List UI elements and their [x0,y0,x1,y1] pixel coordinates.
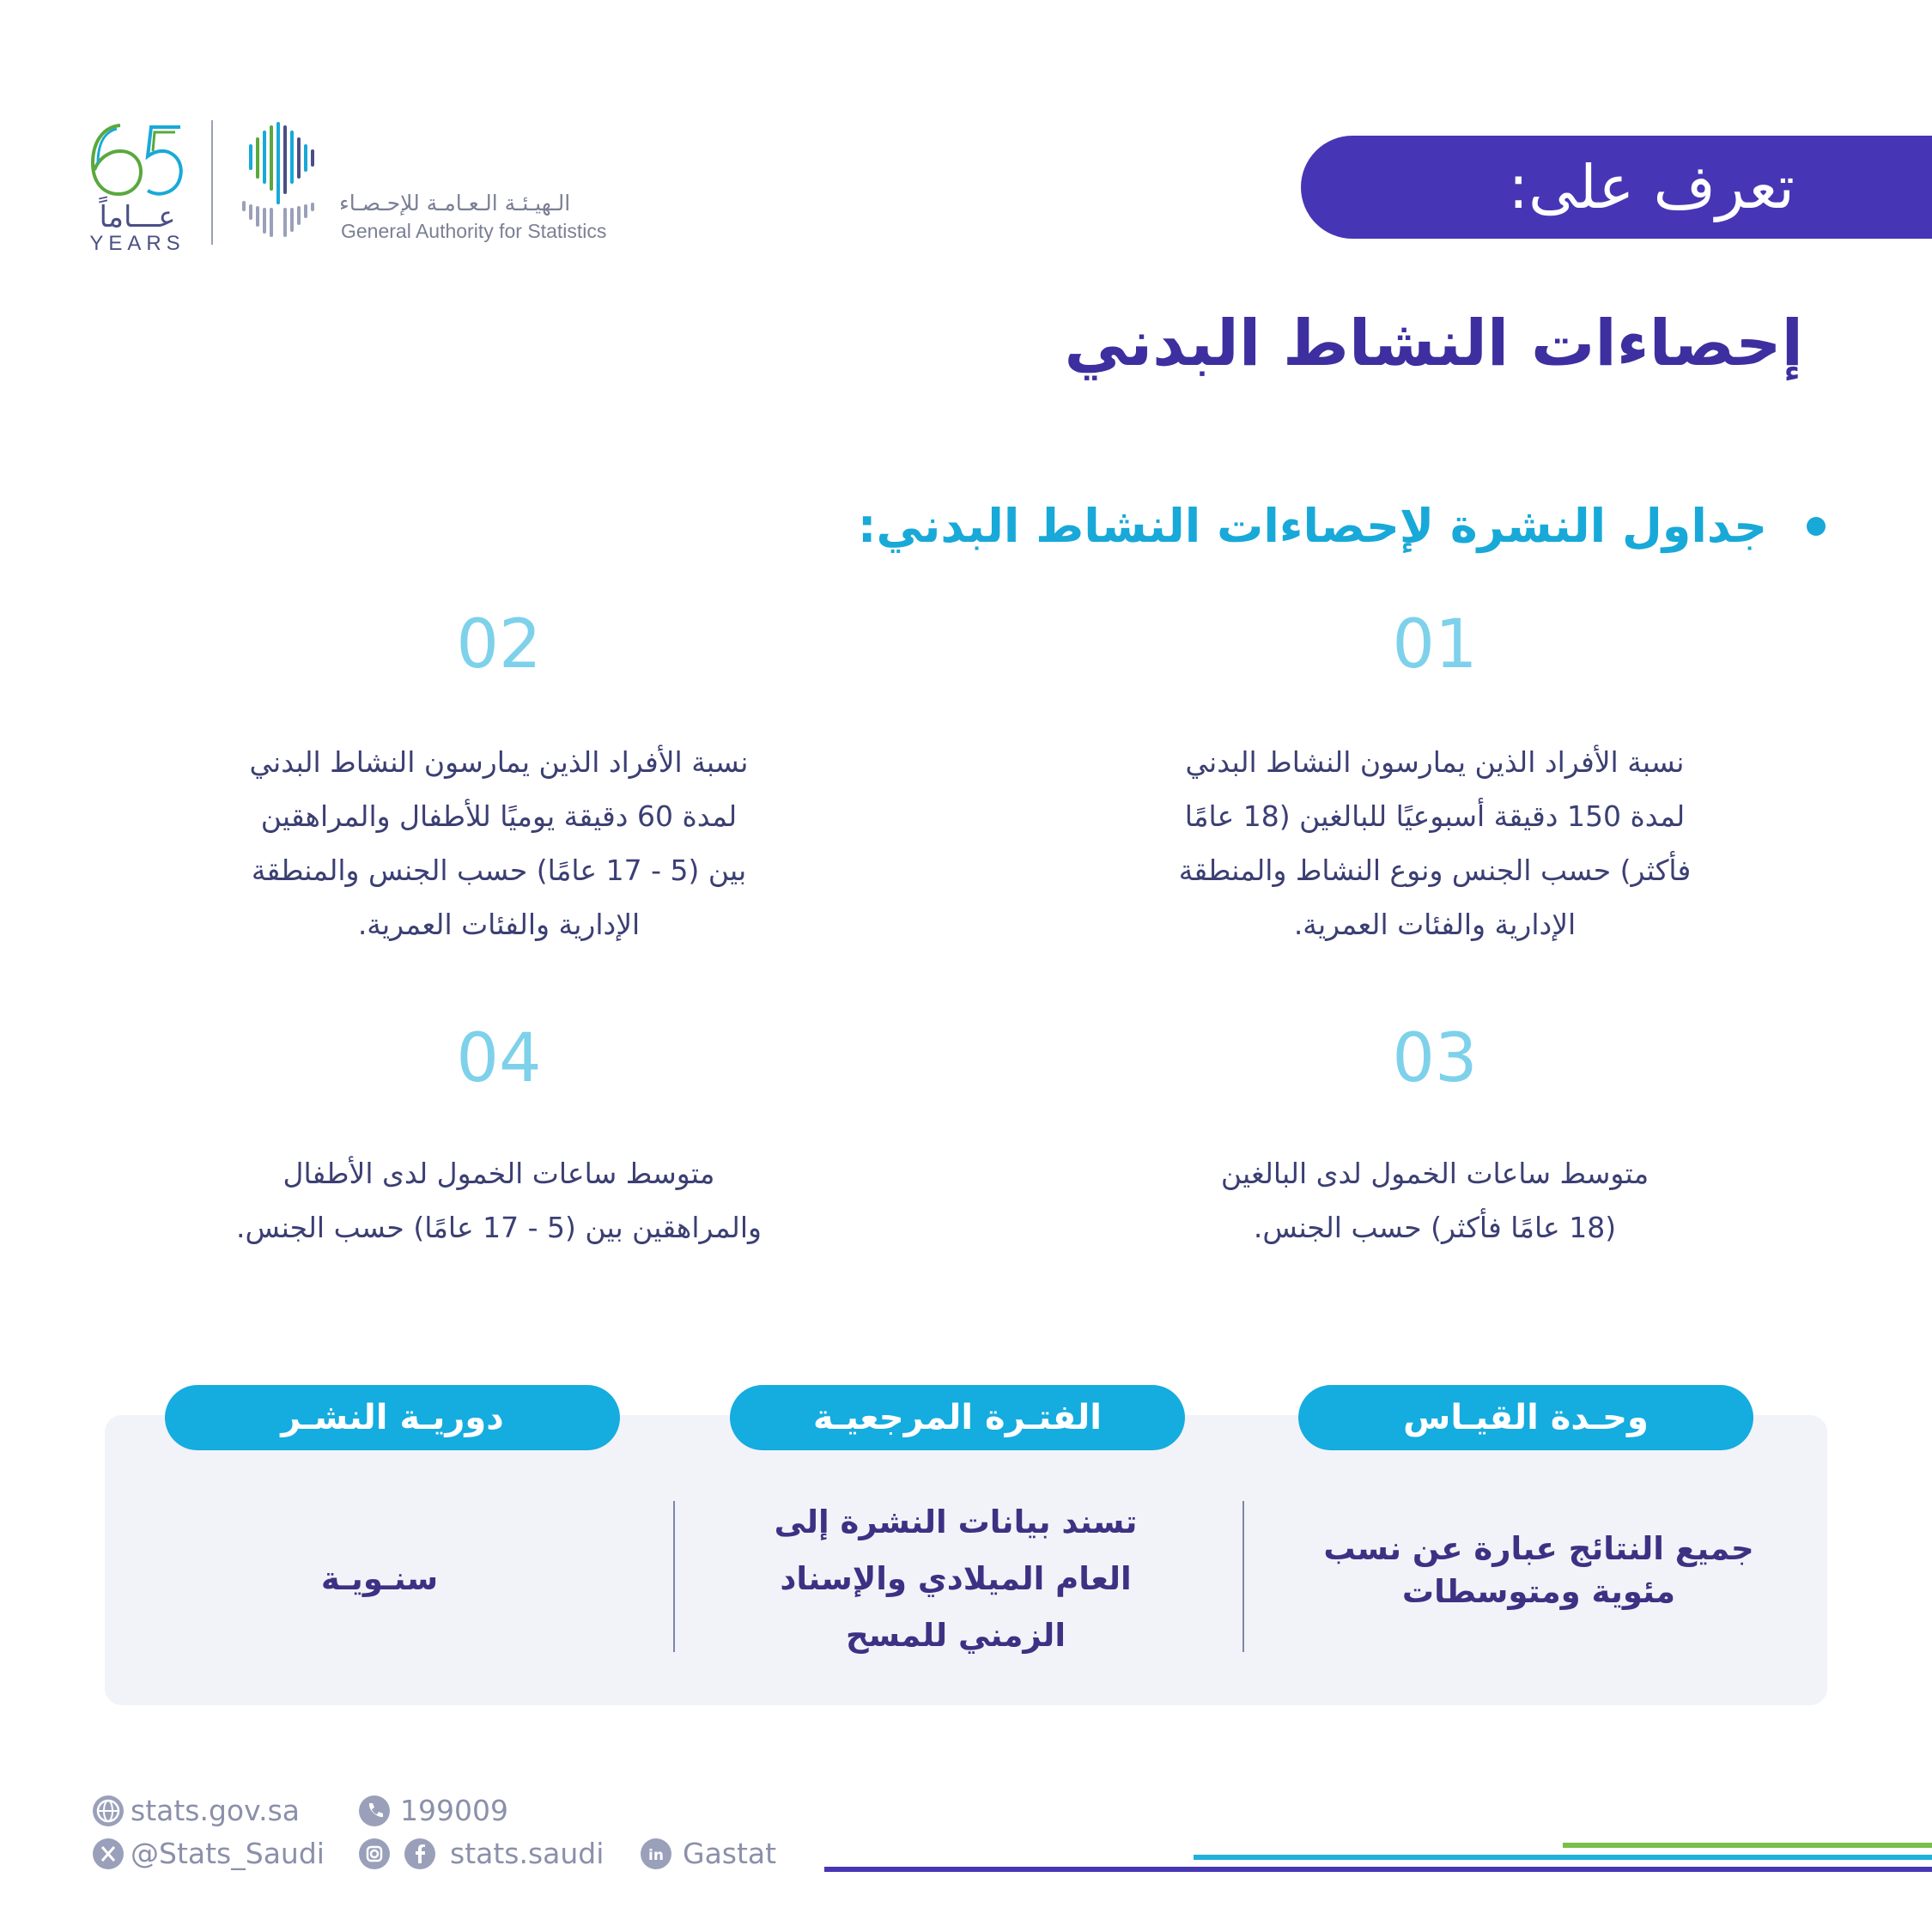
item-number: 04 [456,1020,542,1097]
linkedin-link[interactable]: Gastat [683,1837,777,1870]
value-line: تسند بيانات النشرة إلى [774,1504,1138,1540]
banner-text: تعرف على: [1508,152,1795,222]
item-line: والمراهقين بين (5 - 17 عامًا) حسب الجنس. [236,1211,762,1244]
item-line: (18 عامًا فأكثر) حسب الجنس. [1253,1211,1617,1244]
website-link[interactable]: stats.gov.sa [131,1794,300,1827]
instagram-icon [359,1838,390,1869]
decor-line-green [1563,1843,1932,1848]
65-icon [86,118,189,204]
linkedin-icon [641,1838,671,1869]
item-line: فأكثر) حسب الجنس ونوع النشاط والمنطقة [1178,854,1692,887]
item-line: نسبة الأفراد الذين يمارسون النشاط البدني [249,745,749,779]
intro-banner [1301,136,1932,239]
x-handle-link[interactable]: @Stats_Saudi [131,1837,325,1870]
65-years-logo [86,118,189,255]
publication-frequency-value [156,1551,603,1607]
value-line: الزمني للمسح [845,1617,1066,1654]
value-line: سنـويـة [320,1560,439,1597]
item-line: الإدارية والفئات العمرية. [357,908,641,941]
measurement-unit-label: وحـدة القيـاس [1298,1385,1753,1450]
column-divider [1242,1501,1244,1652]
org-name-en: General Authority for Statistics [341,220,607,242]
value-line: مئوية ومتوسطات [1401,1573,1676,1610]
page-title: إحصاءات النشاط البدني [1064,307,1803,380]
item-number: 03 [1392,1020,1478,1097]
logo-divider [211,120,213,245]
org-name-ar: الـهيـئـة الـعـامـة للإحـصـاء [339,191,571,216]
measurement-unit-value [1315,1528,1762,1613]
gastat-barcode-icon [239,120,325,240]
facebook-icon [404,1838,435,1869]
item-line: لمدة 150 دقيقة أسبوعيًا للبالغين (18 عامًا [1184,799,1686,833]
reference-period-label: الفتـرة المرجعيـة [730,1385,1185,1450]
item-description [1109,1146,1761,1255]
bullet-dot [1807,517,1826,536]
value-line: جميع النتائج عبارة عن نسب [1323,1530,1754,1567]
svg-text:in: in [648,1847,664,1864]
globe-icon [93,1795,124,1826]
gastat-logo-mark [239,120,325,240]
item-description [173,1146,825,1255]
item-number: 01 [1392,606,1478,683]
column-divider [673,1501,675,1652]
phone-number[interactable]: 199009 [400,1794,508,1827]
reference-period-value [732,1494,1179,1664]
section-heading: جداول النشرة لإحصاءات النشاط البدني: [857,499,1767,553]
item-description [1109,735,1761,951]
item-description [173,735,825,951]
decor-line-purple [824,1867,1932,1872]
item-line: لمدة 60 دقيقة يوميًا للأطفال والمراهقين [260,799,738,833]
x-icon [93,1838,124,1869]
value-line: العام الميلادي والإسناد [780,1560,1132,1597]
publication-frequency-label: دوريـة النشـر [165,1385,620,1450]
decor-line-blue [1194,1855,1932,1860]
social-handle-link[interactable]: stats.saudi [450,1837,605,1870]
item-line: بين (5 - 17 عامًا) حسب الجنس والمنطقة [251,854,747,887]
item-line: متوسط ساعات الخمول لدى البالغين [1220,1157,1649,1190]
phone-icon [359,1795,390,1826]
item-number: 02 [456,606,542,683]
item-line: متوسط ساعات الخمول لدى الأطفال [283,1157,715,1190]
item-line: الإدارية والفئات العمرية. [1293,908,1577,941]
anniversary-en: YEARS [89,232,185,255]
item-line: نسبة الأفراد الذين يمارسون النشاط البدني [1185,745,1685,779]
anniversary-ar: عـــاماً [99,200,176,234]
